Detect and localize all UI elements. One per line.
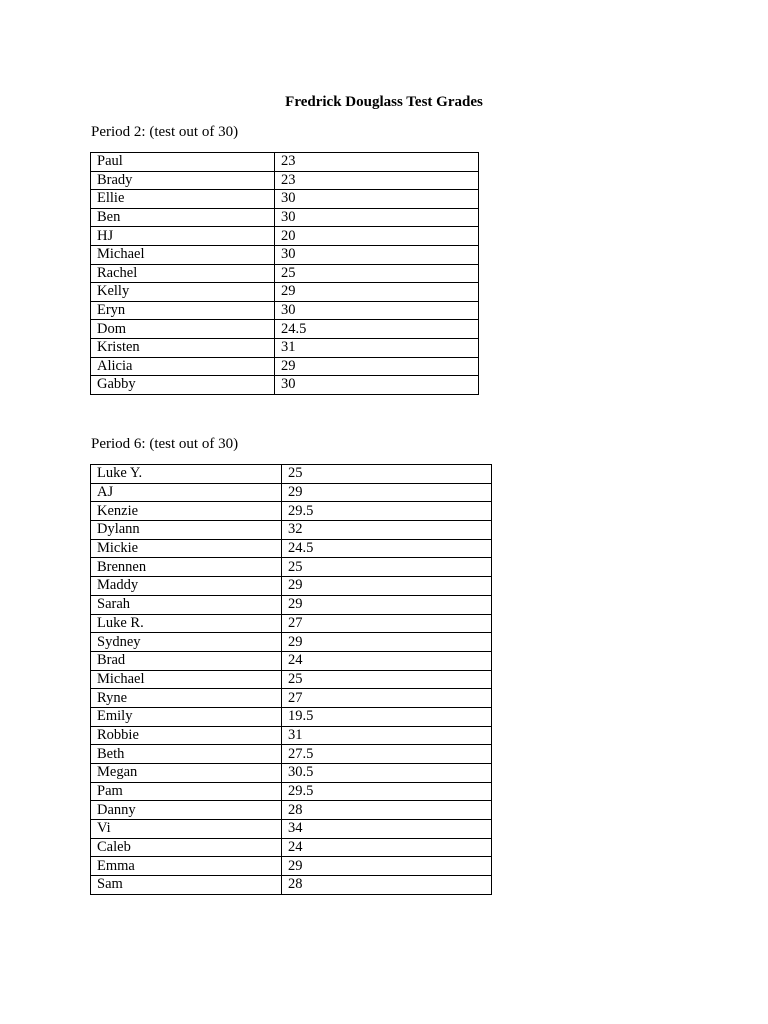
- student-name-cell: Paul: [91, 153, 275, 172]
- table-row: [91, 745, 492, 764]
- student-name-cell: Kristen: [91, 338, 275, 357]
- table-row: [91, 320, 479, 339]
- table-row: [91, 726, 492, 745]
- period-2-grades-table: [90, 152, 479, 395]
- student-score-cell: 29: [282, 595, 492, 614]
- table-row: [91, 338, 479, 357]
- table-row: [91, 502, 492, 521]
- table-row: [91, 689, 492, 708]
- table-row: [91, 283, 479, 302]
- student-score-cell: 29: [282, 483, 492, 502]
- student-score-cell: 32: [282, 521, 492, 540]
- student-score-cell: 29.5: [282, 502, 492, 521]
- student-name-cell: Luke R.: [91, 614, 282, 633]
- student-name-cell: Sam: [91, 876, 282, 895]
- student-score-cell: 34: [282, 820, 492, 839]
- student-name-cell: Kenzie: [91, 502, 282, 521]
- student-score-cell: 30: [275, 208, 479, 227]
- student-score-cell: 31: [275, 338, 479, 357]
- student-name-cell: Ryne: [91, 689, 282, 708]
- student-score-cell: 25: [282, 670, 492, 689]
- student-score-cell: 29.5: [282, 782, 492, 801]
- table-row: [91, 782, 492, 801]
- student-score-cell: 20: [275, 227, 479, 246]
- student-name-cell: Mickie: [91, 539, 282, 558]
- table-row: [91, 227, 479, 246]
- student-name-cell: Emma: [91, 857, 282, 876]
- table-row: [91, 190, 479, 209]
- table-row: [91, 614, 492, 633]
- student-score-cell: 28: [282, 876, 492, 895]
- student-name-cell: Beth: [91, 745, 282, 764]
- student-name-cell: Megan: [91, 764, 282, 783]
- table-row: [91, 301, 479, 320]
- table-row: [91, 670, 492, 689]
- student-score-cell: 23: [275, 171, 479, 190]
- student-score-cell: 29: [282, 857, 492, 876]
- table-row: [91, 483, 492, 502]
- student-name-cell: Maddy: [91, 577, 282, 596]
- student-name-cell: Brennen: [91, 558, 282, 577]
- table-row: [91, 633, 492, 652]
- student-score-cell: 30: [275, 190, 479, 209]
- table-row: [91, 801, 492, 820]
- table-row: [91, 820, 492, 839]
- student-score-cell: 23: [275, 153, 479, 172]
- student-name-cell: Michael: [91, 245, 275, 264]
- student-name-cell: Pam: [91, 782, 282, 801]
- table-row: [91, 357, 479, 376]
- student-name-cell: Kelly: [91, 283, 275, 302]
- table-row: [91, 838, 492, 857]
- student-score-cell: 25: [282, 465, 492, 484]
- student-name-cell: Ellie: [91, 190, 275, 209]
- student-name-cell: Ben: [91, 208, 275, 227]
- table-row: [91, 595, 492, 614]
- student-score-cell: 24.5: [282, 539, 492, 558]
- student-score-cell: 31: [282, 726, 492, 745]
- student-score-cell: 25: [275, 264, 479, 283]
- student-name-cell: Caleb: [91, 838, 282, 857]
- table-row: [91, 153, 479, 172]
- student-name-cell: HJ: [91, 227, 275, 246]
- period-2-table-body: [91, 153, 479, 395]
- table-row: [91, 208, 479, 227]
- student-name-cell: Sarah: [91, 595, 282, 614]
- table-row: [91, 521, 492, 540]
- student-name-cell: Vi: [91, 820, 282, 839]
- table-row: [91, 558, 492, 577]
- student-score-cell: 27.5: [282, 745, 492, 764]
- student-score-cell: 30: [275, 245, 479, 264]
- student-name-cell: Robbie: [91, 726, 282, 745]
- period-6-grades-table: [90, 464, 492, 895]
- student-name-cell: AJ: [91, 483, 282, 502]
- student-name-cell: Luke Y.: [91, 465, 282, 484]
- student-score-cell: 24: [282, 838, 492, 857]
- period-6-table-body: [91, 465, 492, 895]
- student-score-cell: 29: [275, 283, 479, 302]
- student-name-cell: Brad: [91, 651, 282, 670]
- student-score-cell: 19.5: [282, 707, 492, 726]
- student-score-cell: 29: [282, 633, 492, 652]
- table-row: [91, 707, 492, 726]
- student-name-cell: Gabby: [91, 376, 275, 395]
- table-row: [91, 264, 479, 283]
- student-name-cell: Rachel: [91, 264, 275, 283]
- student-score-cell: 24.5: [275, 320, 479, 339]
- student-score-cell: 24: [282, 651, 492, 670]
- table-row: [91, 857, 492, 876]
- student-score-cell: 27: [282, 689, 492, 708]
- student-score-cell: 27: [282, 614, 492, 633]
- student-score-cell: 30: [275, 376, 479, 395]
- student-score-cell: 28: [282, 801, 492, 820]
- student-name-cell: Dylann: [91, 521, 282, 540]
- student-name-cell: Sydney: [91, 633, 282, 652]
- table-row: [91, 876, 492, 895]
- table-row: [91, 376, 479, 395]
- student-name-cell: Emily: [91, 707, 282, 726]
- table-row: [91, 465, 492, 484]
- student-score-cell: 29: [282, 577, 492, 596]
- table-row: [91, 651, 492, 670]
- table-row: [91, 764, 492, 783]
- period-2-heading: Period 2: (test out of 30): [91, 124, 239, 140]
- student-name-cell: Eryn: [91, 301, 275, 320]
- student-name-cell: Brady: [91, 171, 275, 190]
- student-name-cell: Dom: [91, 320, 275, 339]
- table-row: [91, 245, 479, 264]
- student-name-cell: Danny: [91, 801, 282, 820]
- page-title: Fredrick Douglass Test Grades: [285, 94, 483, 110]
- student-name-cell: Alicia: [91, 357, 275, 376]
- student-score-cell: 25: [282, 558, 492, 577]
- table-row: [91, 539, 492, 558]
- student-score-cell: 30.5: [282, 764, 492, 783]
- period-6-heading: Period 6: (test out of 30): [91, 436, 239, 452]
- student-score-cell: 29: [275, 357, 479, 376]
- table-row: [91, 577, 492, 596]
- table-row: [91, 171, 479, 190]
- student-name-cell: Michael: [91, 670, 282, 689]
- student-score-cell: 30: [275, 301, 479, 320]
